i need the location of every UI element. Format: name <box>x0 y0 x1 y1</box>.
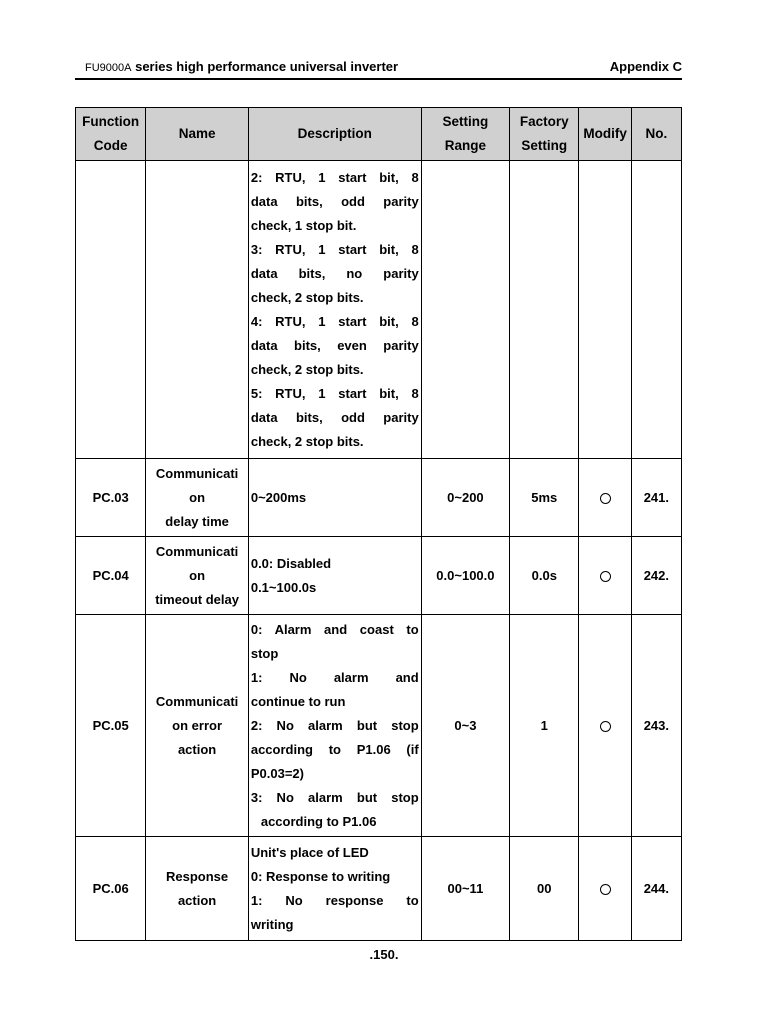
modifiable-circle-icon <box>600 571 611 582</box>
description-line: check, 1 stop bit. <box>250 217 357 233</box>
name-line: on <box>189 567 206 583</box>
description-line: 0~200ms <box>250 489 307 505</box>
factory-setting-cell: 0.0s <box>510 537 579 615</box>
name-line: delay time <box>165 513 229 529</box>
column-header-setting-range: Setting Range <box>421 108 509 161</box>
setting-range-cell <box>421 161 509 459</box>
description-line: continue to run <box>250 693 346 709</box>
setting-range-cell: 0.0~100.0 <box>421 537 509 615</box>
description-line: 2: RTU, 1 start bit, 8 <box>250 169 419 185</box>
column-header-factory-setting: Factory Setting <box>510 108 579 161</box>
document-title <box>85 59 398 74</box>
description-line: 0: Alarm and coast to <box>250 621 419 637</box>
name-cell <box>146 537 249 615</box>
modify-cell <box>579 615 631 837</box>
factory-setting-cell: 00 <box>510 837 579 941</box>
factory-setting-cell <box>510 161 579 459</box>
parameter-table <box>75 107 682 941</box>
number-cell: 244. <box>631 837 681 941</box>
factory-setting-cell: 1 <box>510 615 579 837</box>
function-code-cell: PC.04 <box>76 537 146 615</box>
function-code-cell: PC.05 <box>76 615 146 837</box>
modify-cell <box>579 459 631 537</box>
table-header-row <box>76 108 682 161</box>
description-line: 4: RTU, 1 start bit, 8 <box>250 313 419 329</box>
name-cell <box>146 837 249 941</box>
description-cell <box>248 459 421 537</box>
modify-cell <box>579 537 631 615</box>
description-line: according to P1.06 <box>260 813 377 829</box>
description-line: 0: Response to writing <box>250 868 391 884</box>
setting-range-cell: 0~3 <box>421 615 509 837</box>
table-body <box>76 161 682 941</box>
description-line: 3: No alarm but stop <box>250 789 419 805</box>
description-cell <box>248 537 421 615</box>
page-header <box>75 58 682 80</box>
description-cell <box>248 837 421 941</box>
factory-setting-cell: 5ms <box>510 459 579 537</box>
title-text: series high performance universal inverter <box>131 59 399 74</box>
setting-range-cell: 0~200 <box>421 459 509 537</box>
column-header-modify: Modify <box>579 108 631 161</box>
column-header-function-code: Function Code <box>76 108 146 161</box>
function-code-cell <box>76 161 146 459</box>
number-cell: 241. <box>631 459 681 537</box>
description-line: check, 2 stop bits. <box>250 361 364 377</box>
column-header-number: No. <box>631 108 681 161</box>
table-row <box>76 615 682 837</box>
description-line: according to P1.06 (if <box>250 741 419 757</box>
description-cell <box>248 615 421 837</box>
description-line: Unit's place of LED <box>250 844 369 860</box>
table-row <box>76 537 682 615</box>
name-line: on <box>189 489 206 505</box>
table-row <box>76 459 682 537</box>
number-cell: 242. <box>631 537 681 615</box>
table-row <box>76 161 682 459</box>
description-line: stop <box>250 645 279 661</box>
description-cell <box>248 161 421 459</box>
description-line: check, 2 stop bits. <box>250 289 364 305</box>
description-line: 5: RTU, 1 start bit, 8 <box>250 385 419 401</box>
table-row <box>76 837 682 941</box>
name-line: Communicati <box>155 543 239 559</box>
description-line: check, 2 stop bits. <box>250 433 364 449</box>
description-line: writing <box>250 916 294 932</box>
description-line: data bits, even parity <box>250 337 419 353</box>
number-cell <box>631 161 681 459</box>
description-line: 1: No response to <box>250 892 419 908</box>
function-code-cell: PC.06 <box>76 837 146 941</box>
model-name: FU9000A <box>85 62 132 74</box>
description-line: data bits, no parity <box>250 265 419 281</box>
name-line: Communicati <box>155 693 239 709</box>
column-header-name: Name <box>146 108 249 161</box>
name-cell <box>146 161 249 459</box>
name-line: Response <box>166 868 229 884</box>
description-line: data bits, odd parity <box>250 193 419 209</box>
column-header-description: Description <box>248 108 421 161</box>
modify-cell <box>579 161 631 459</box>
name-line: Communicati <box>155 465 239 481</box>
number-cell: 243. <box>631 615 681 837</box>
name-line: action <box>177 892 217 908</box>
function-code-cell: PC.03 <box>76 459 146 537</box>
modifiable-circle-icon <box>600 493 611 504</box>
description-line: 1: No alarm and <box>250 669 419 685</box>
name-line: timeout delay <box>155 591 239 607</box>
description-line: 3: RTU, 1 start bit, 8 <box>250 241 419 257</box>
modify-cell <box>579 837 631 941</box>
modifiable-circle-icon <box>600 721 611 732</box>
name-cell <box>146 615 249 837</box>
description-line: 0.0: Disabled <box>250 555 332 571</box>
description-line: 2: No alarm but stop <box>250 717 419 733</box>
description-line: 0.1~100.0s <box>250 579 317 595</box>
name-line: action <box>177 741 217 757</box>
name-cell <box>146 459 249 537</box>
setting-range-cell: 00~11 <box>421 837 509 941</box>
modifiable-circle-icon <box>600 884 611 895</box>
name-line: on error <box>172 717 223 733</box>
description-line: data bits, odd parity <box>250 409 419 425</box>
description-line: P0.03=2) <box>250 765 304 781</box>
page-number: .150. <box>369 947 399 962</box>
section-label: Appendix C <box>609 59 682 74</box>
